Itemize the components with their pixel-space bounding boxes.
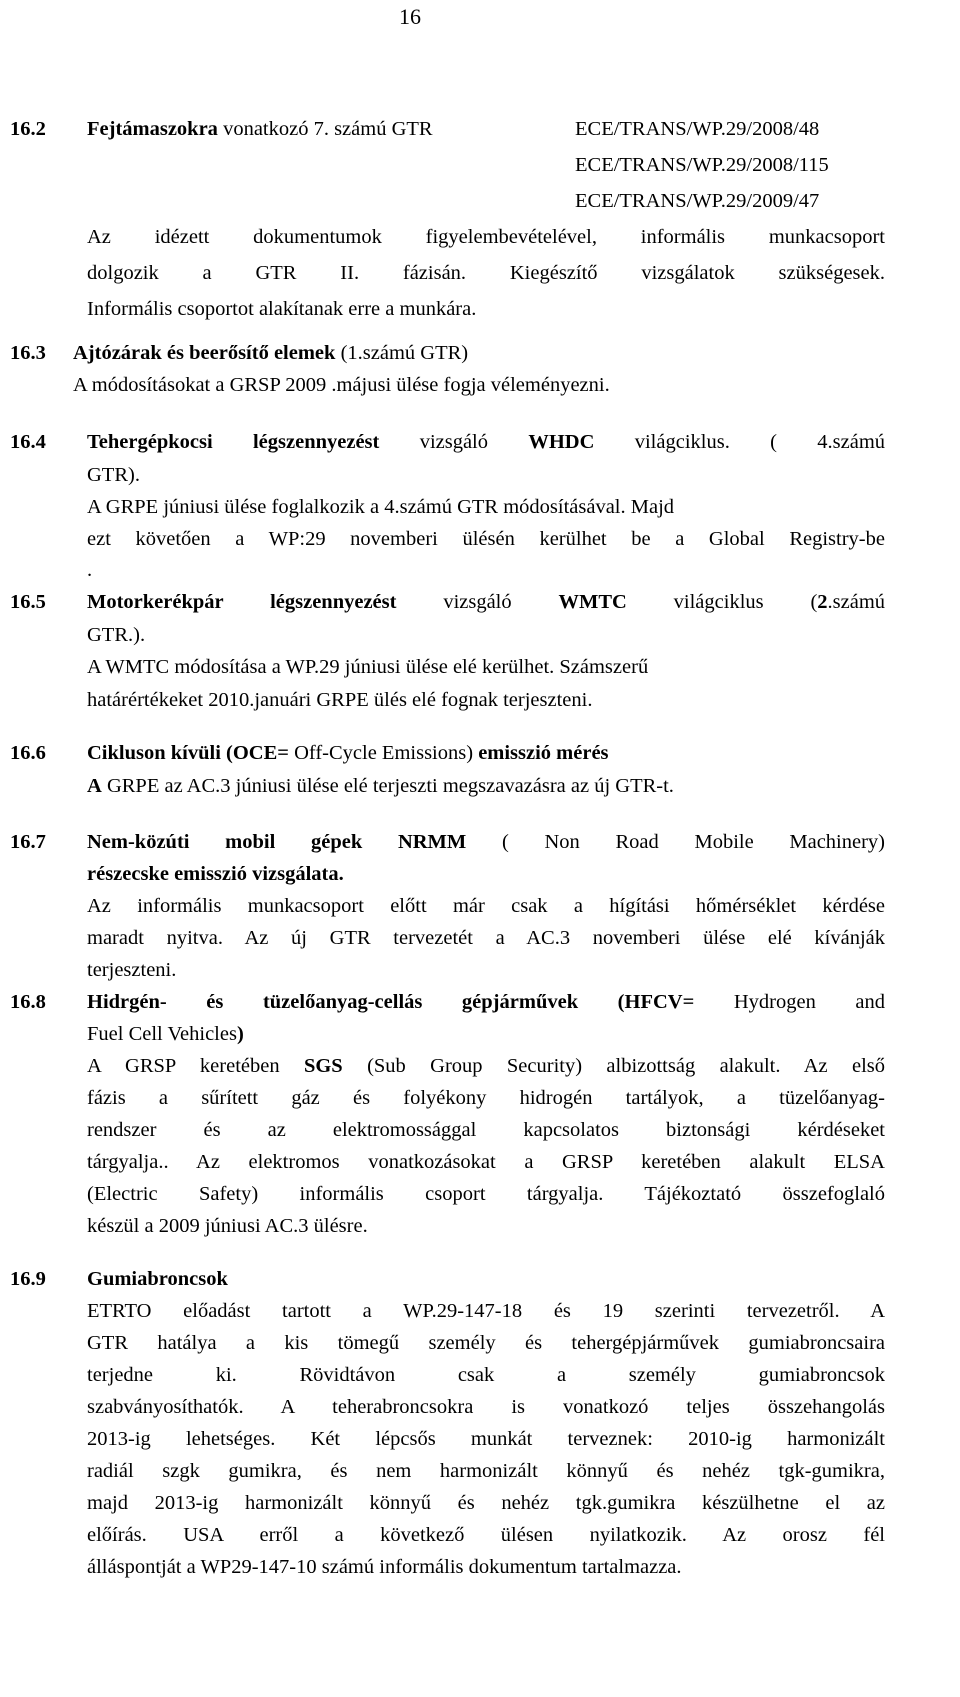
heading-bold: Cikluson kívüli (OCE= (87, 742, 289, 764)
body-line: majd 2013-ig harmonizált könnyű és nehéz tgk.gumikra készülhetne el az (87, 1492, 885, 1514)
body-line: rendszer és az elektromossággal kapcsolatos biztonsági kérdéseket (87, 1119, 885, 1141)
heading-bold: Gumiabroncsok (87, 1268, 228, 1290)
body-line: A GRPE júniusi ülése foglalkozik a 4.számú GTR módosításával. Majd (87, 496, 675, 518)
body-line: terjeszteni. (87, 959, 177, 981)
heading-bold: Nem-közúti mobil gépek NRMM (87, 831, 467, 853)
body-line: Az informális munkacsoport előtt már csak a hígítási hőmérséklet kérdése (87, 895, 885, 917)
section-heading (87, 589, 885, 616)
heading-bold: Ajtózárak és beerősítő elemek (73, 342, 336, 364)
body-line: Informális csoportot alakítanak erre a munkára. (87, 298, 477, 320)
section-number: 16.7 (10, 831, 46, 853)
section-heading (87, 116, 433, 143)
body-line: GTR.). (87, 624, 146, 646)
heading-bold: emisszió mérés (478, 742, 609, 764)
heading-text: ( Non Road Mobile Machinery) (501, 831, 886, 853)
body-line: terjedne ki. Rövidtávon csak a személy gumiabroncsok (87, 1364, 885, 1386)
heading-bold: Fejtámaszokra (87, 118, 218, 140)
heading-bold: részecske emisszió vizsgálata. (87, 863, 344, 885)
heading-text: vonatkozó 7. számú GTR (217, 118, 433, 140)
body-line: GTR). (87, 464, 140, 486)
body-line: . (87, 559, 93, 581)
section-heading (87, 829, 885, 856)
heading-text: vizsgáló (443, 591, 512, 613)
page-number: 16 (399, 4, 421, 29)
section-heading (87, 989, 885, 1016)
section-heading-continued (87, 1021, 244, 1048)
body-line: álláspontját a WP29-147-10 számú informális dokumentum tartalmazza. (87, 1556, 682, 1578)
heading-bold: 2 (817, 591, 828, 613)
body-line: tárgyalja.. Az elektromos vonatkozásokat a GRSP keretében alakult ELSA (87, 1151, 885, 1173)
section-heading (87, 429, 885, 456)
body-line: szabványosíthatók. A teherabroncsokra is vonatkozó teljes összehangolás (87, 1396, 885, 1418)
body-text-part: (Sub Group Security) albizottság alakult. Az első (342, 1055, 885, 1077)
heading-text: vizsgáló (419, 431, 489, 453)
body-text: GRPE az AC.3 júniusi ülése elé terjeszti megszavazásra az új GTR-t. (101, 775, 674, 797)
section-number: 16.9 (10, 1268, 46, 1290)
heading-text: világciklus. ( 4.számú (634, 431, 886, 453)
body-line: ezt követően a WP:29 novemberi ülésén kerülhet be a Global Registry-be (87, 528, 885, 550)
body-line: GTR hatálya a kis tömegű személy és tehergépjárművek gumiabroncsaira (87, 1332, 885, 1354)
section-heading (87, 1266, 228, 1293)
section-number: 16.4 (10, 431, 46, 453)
section-number: 16.8 (10, 991, 46, 1013)
section-number: 16.5 (10, 591, 46, 613)
body-line: (Electric Safety) informális csoport tárgyalja. Tájékoztató összefoglaló (87, 1183, 885, 1205)
document-reference: ECE/TRANS/WP.29/2008/48 (575, 118, 820, 140)
body-line (87, 1053, 885, 1080)
heading-text-part: .számú (827, 591, 886, 613)
heading-text-part: világciklus ( (673, 591, 818, 613)
heading-text: Hydrogen and (733, 991, 885, 1013)
heading-text: Off-Cycle Emissions) (288, 742, 479, 764)
section-heading (87, 740, 609, 767)
body-line: ETRTO előadást tartott a WP.29-147-18 és 19 szerinti tervezetről. A (87, 1300, 885, 1322)
body-bold: A (87, 775, 102, 797)
body-line: készül a 2009 júniusi AC.3 ülésre. (87, 1215, 368, 1237)
body-text-part: A GRSP keretében (87, 1055, 304, 1077)
heading-bold: ) (236, 1023, 244, 1045)
body-line (87, 773, 674, 800)
body-line: Az idézett dokumentumok figyelembevételével, informális munkacsoport (87, 226, 885, 248)
heading-bold: Motorkerékpár légszennyezést (87, 591, 397, 613)
heading-bold: Hidrgén- és tüzelőanyag-cellás gépjárművek (HFCV= (87, 991, 695, 1013)
document-reference: ECE/TRANS/WP.29/2008/115 (575, 154, 829, 176)
heading-text: (1.számú GTR) (335, 342, 469, 364)
section-heading-continued (87, 861, 344, 888)
section-heading (73, 340, 468, 367)
body-bold: SGS (303, 1055, 343, 1077)
body-line: dolgozik a GTR II. fázisán. Kiegészítő vizsgálatok szükségesek. (87, 262, 885, 284)
heading-bold: WMTC (558, 591, 627, 613)
heading-text (674, 591, 885, 613)
body-line: fázis a sűrített gáz és folyékony hidrogén tartályok, a tüzelőanyag- (87, 1087, 885, 1109)
body-text (87, 1055, 885, 1077)
heading-text: Fuel Cell Vehicles (87, 1023, 237, 1045)
section-number: 16.2 (10, 118, 46, 140)
body-line: A módosításokat a GRSP 2009 .májusi ülése fogja véleményezni. (73, 374, 610, 396)
body-line: maradt nyitva. Az új GTR tervezetét a AC.3 novemberi ülése elé kívánják (87, 927, 885, 949)
document-reference: ECE/TRANS/WP.29/2009/47 (575, 190, 820, 212)
body-line: 2013-ig lehetséges. Két lépcsős munkát terveznek: 2010-ig harmonizált (87, 1428, 885, 1450)
body-line: előírás. USA erről a következő ülésen nyilatkozik. Az orosz fél (87, 1524, 885, 1546)
heading-bold: WHDC (528, 431, 595, 453)
body-line: radiál szgk gumikra, és nem harmonizált könnyű és nehéz tgk-gumikra, (87, 1460, 885, 1482)
heading-bold: Tehergépkocsi légszennyezést (87, 431, 380, 453)
body-line: A WMTC módosítása a WP.29 júniusi ülése elé kerülhet. Számszerű (87, 656, 649, 678)
section-number: 16.6 (10, 742, 46, 764)
body-line: határértékeket 2010.januári GRPE ülés elé fognak terjeszteni. (87, 689, 593, 711)
section-number: 16.3 (10, 342, 46, 364)
